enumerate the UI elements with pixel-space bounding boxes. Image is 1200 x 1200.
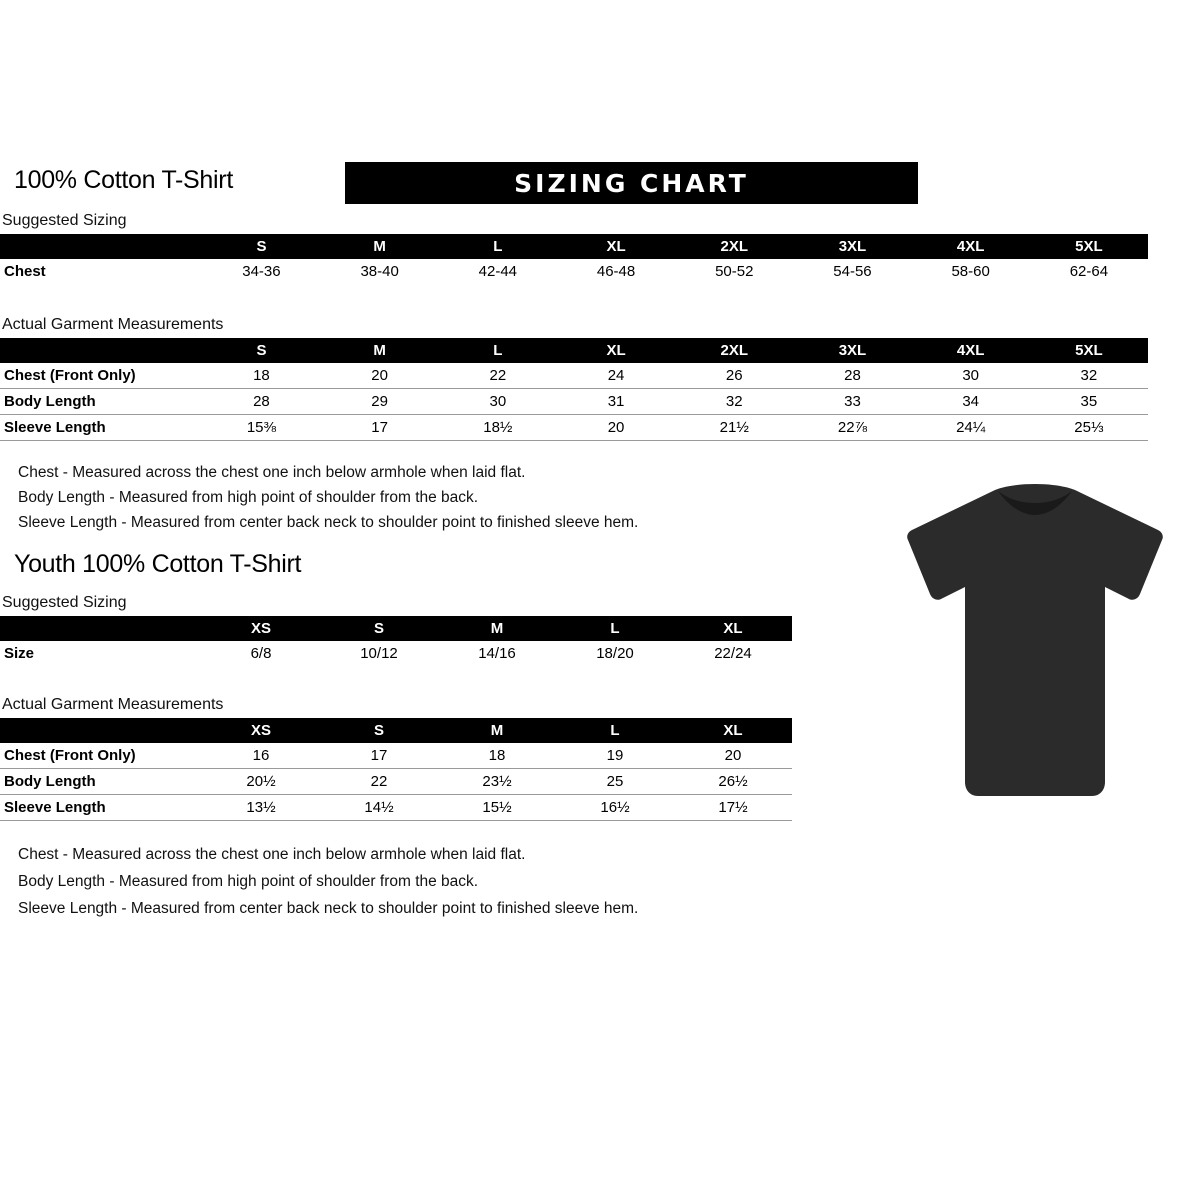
cell: 25 [556,769,674,795]
cell: 20 [557,415,675,441]
cell: 18 [202,363,320,389]
cell: 21½ [675,415,793,441]
cell: 30 [439,389,557,415]
adult-suggested-sizing-label: Suggested Sizing [2,212,127,229]
col-head-xl: XL [557,234,675,259]
youth-note-body-length: Body Length - Measured from high point of shoulder from the back. [18,873,479,890]
cell: 24 [557,363,675,389]
cell: 20½ [202,769,320,795]
cell: 26½ [674,769,792,795]
cell: 15⅜ [202,415,320,441]
adult-title: 100% Cotton T-Shirt [14,166,233,194]
adult-actual-table [0,338,1148,441]
table-header-row [0,338,1148,363]
col-head-5xl: 5XL [1030,338,1148,363]
cell: 34-36 [242,263,281,280]
cell: 34 [912,389,1030,415]
cell: 16 [202,743,320,769]
cell: 46-48 [596,263,636,280]
col-head-blank [0,234,202,259]
adult-note-sleeve-length: Sleeve Length - Measured from center back neck to shoulder point to finished sleeve hem. [18,514,639,531]
table-row [0,415,1148,441]
row-label-size: Size [4,645,35,662]
col-head-l: L [556,718,674,743]
cell: 20 [674,743,792,769]
cell: 13½ [202,795,320,821]
youth-actual-table [0,718,792,821]
table-header-row [0,616,792,641]
cell: 62-64 [1069,263,1109,280]
col-head-l: L [439,338,557,363]
cell: 22⅞ [793,415,911,441]
col-head-xl: XL [557,338,675,363]
col-head-xs: XS [202,718,320,743]
adult-suggested-table [0,234,1148,284]
col-head-xs: XS [202,616,320,641]
youth-note-sleeve-length: Sleeve Length - Measured from center back neck to shoulder point to finished sleeve hem. [18,900,639,917]
cell: 32 [1030,363,1148,389]
row-label-chest-front-only: Chest (Front Only) [0,743,202,769]
cell: 22 [439,363,557,389]
table-row [0,795,792,821]
cell: 17 [320,743,438,769]
table-row [0,641,792,666]
row-label-chest-front-only: Chest (Front Only) [0,363,202,389]
youth-suggested-sizing-label: Suggested Sizing [2,594,127,611]
sizing-chart-banner [345,162,918,204]
cell: 17½ [674,795,792,821]
cell: 28 [202,389,320,415]
adult-note-chest: Chest - Measured across the chest one inch below armhole when laid flat. [18,464,526,481]
cell: 18/20 [596,645,634,662]
col-head-blank [0,718,202,743]
cell: 33 [793,389,911,415]
cell: 22 [320,769,438,795]
youth-note-chest: Chest - Measured across the chest one inch below armhole when laid flat. [18,846,526,863]
cell: 38-40 [360,263,399,280]
table-row [0,389,1148,415]
col-head-blank [0,616,202,641]
col-head-s: S [202,234,320,259]
cell: 58-60 [951,263,990,280]
cell: 22/24 [714,645,752,662]
cell: 18½ [439,415,557,441]
cell: 54-56 [833,263,872,280]
col-head-xl: XL [674,616,792,641]
cell: 20 [321,363,439,389]
col-head-m: M [321,234,439,259]
cell: 35 [1030,389,1148,415]
adult-actual-measurements-label: Actual Garment Measurements [2,316,224,333]
cell: 26 [675,363,793,389]
youth-title: Youth 100% Cotton T-Shirt [14,550,302,578]
cell: 42-44 [478,263,518,280]
col-head-m: M [438,616,556,641]
table-header-row [0,718,792,743]
col-head-l: L [439,234,557,259]
cell: 16½ [556,795,674,821]
col-head-4xl: 4XL [912,234,1030,259]
row-label-body-length: Body Length [0,389,202,415]
cell: 6/8 [250,645,272,662]
cell: 50-52 [715,263,754,280]
cell: 18 [438,743,556,769]
table-row [0,769,792,795]
row-label-body-length: Body Length [0,769,202,795]
table-row [0,743,792,769]
table-header-row [0,234,1148,259]
col-head-m: M [438,718,556,743]
col-head-2xl: 2XL [675,234,793,259]
adult-header [14,162,1186,202]
cell: 28 [793,363,911,389]
cell: 31 [557,389,675,415]
cell: 23½ [438,769,556,795]
col-head-2xl: 2XL [675,338,793,363]
row-label-sleeve-length: Sleeve Length [0,415,202,441]
cell: 15½ [438,795,556,821]
youth-actual-measurements-label: Actual Garment Measurements [2,696,224,713]
cell: 29 [321,389,439,415]
tshirt-icon [900,482,1170,812]
cell: 32 [675,389,793,415]
cell: 25⅓ [1030,415,1148,441]
col-head-4xl: 4XL [912,338,1030,363]
row-label-sleeve-length: Sleeve Length [0,795,202,821]
col-head-5xl: 5XL [1030,234,1148,259]
table-row [0,363,1148,389]
col-head-s: S [320,616,438,641]
col-head-xl: XL [674,718,792,743]
col-head-3xl: 3XL [793,234,911,259]
cell: 10/12 [360,645,398,662]
col-head-blank [0,338,202,363]
col-head-l: L [556,616,674,641]
row-label-chest: Chest [4,263,46,280]
sizing-chart-banner-label: SIZING CHART [514,168,749,198]
table-row [0,259,1148,284]
cell: 14½ [320,795,438,821]
tshirt-illustration [900,482,1170,812]
col-head-s: S [320,718,438,743]
cell: 17 [321,415,439,441]
adult-note-body-length: Body Length - Measured from high point of shoulder from the back. [18,489,479,506]
youth-suggested-table [0,616,792,666]
col-head-s: S [202,338,320,363]
cell: 30 [912,363,1030,389]
col-head-3xl: 3XL [793,338,911,363]
col-head-m: M [321,338,439,363]
cell: 24¼ [912,415,1030,441]
cell: 14/16 [478,645,516,662]
cell: 19 [556,743,674,769]
